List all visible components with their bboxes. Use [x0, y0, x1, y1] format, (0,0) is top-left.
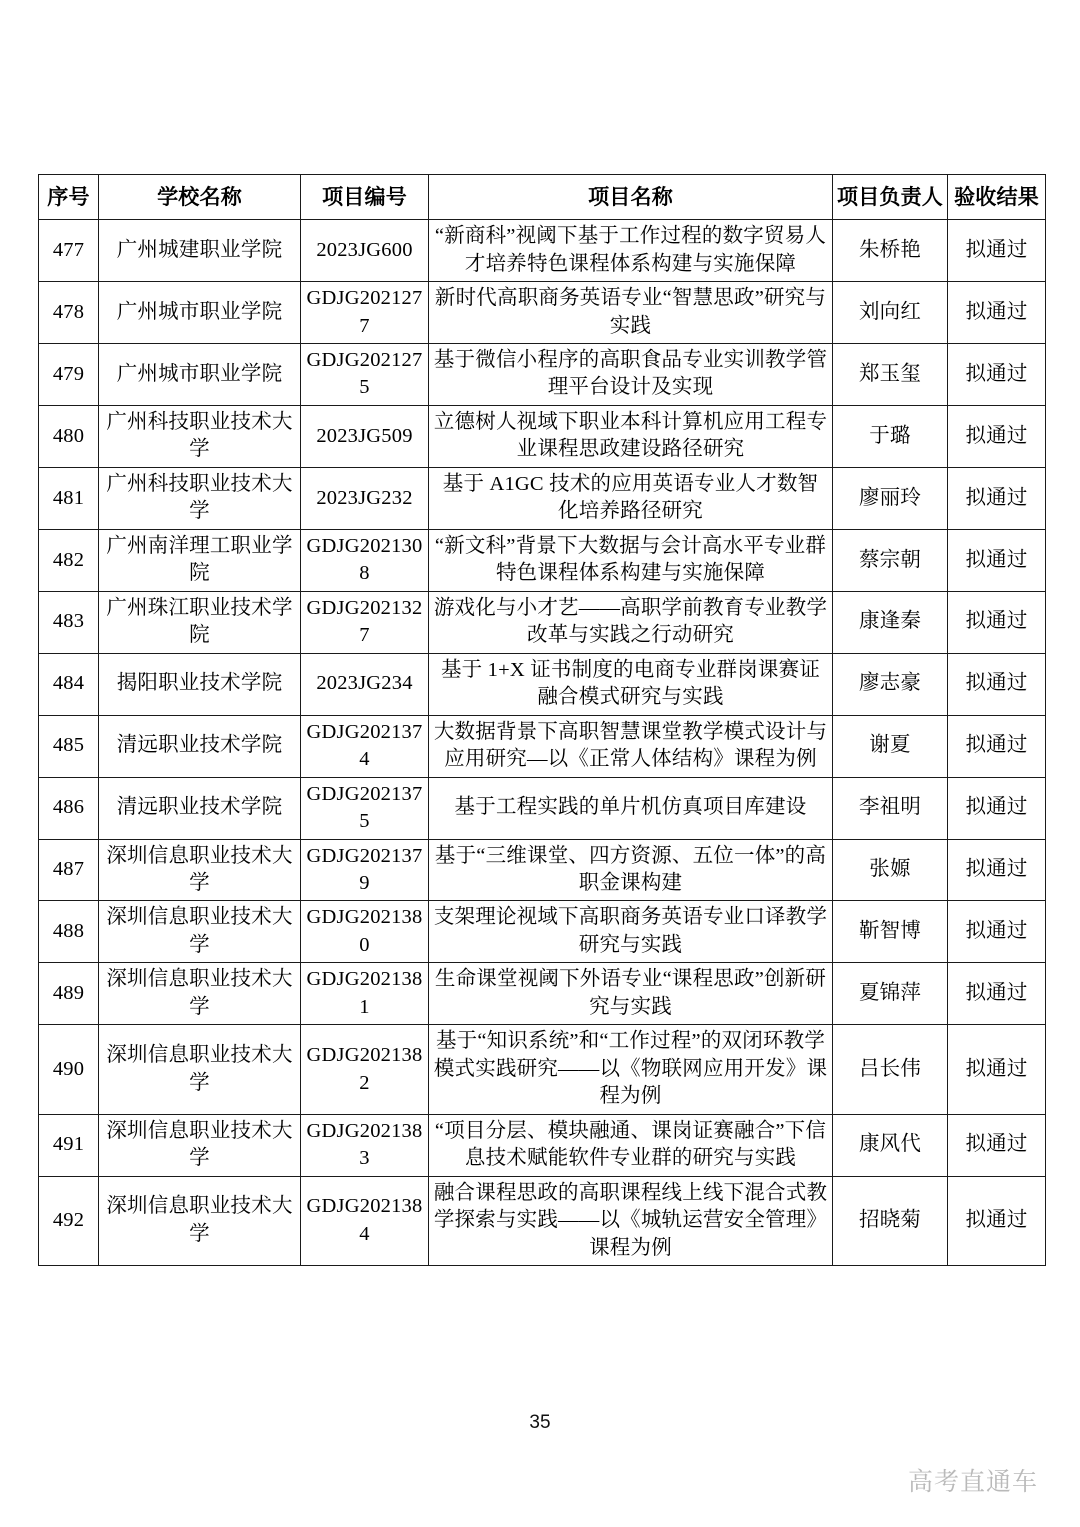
cell-result: 拟通过	[948, 405, 1046, 467]
cell-code: 2023JG600	[301, 220, 429, 282]
cell-index: 477	[39, 220, 99, 282]
column-header-code: 项目编号	[301, 175, 429, 220]
cell-leader: 廖志豪	[833, 653, 948, 715]
cell-index: 492	[39, 1176, 99, 1265]
table-row	[39, 467, 1046, 529]
cell-school: 广州城市职业学院	[99, 344, 301, 406]
cell-school: 清远职业技术学院	[99, 777, 301, 839]
cell-school: 深圳信息职业技术大学	[99, 901, 301, 963]
cell-code: GDJG2021308	[301, 529, 429, 591]
table-row	[39, 220, 1046, 282]
cell-title: 新时代高职商务英语专业“智慧思政”研究与实践	[429, 282, 833, 344]
cell-title: 立德树人视域下职业本科计算机应用工程专业课程思政建设路径研究	[429, 405, 833, 467]
cell-result: 拟通过	[948, 963, 1046, 1025]
cell-index: 483	[39, 591, 99, 653]
cell-school: 深圳信息职业技术大学	[99, 839, 301, 901]
table-row	[39, 963, 1046, 1025]
cell-result: 拟通过	[948, 1176, 1046, 1265]
column-header-result: 验收结果	[948, 175, 1046, 220]
cell-leader: 夏锦萍	[833, 963, 948, 1025]
cell-school: 深圳信息职业技术大学	[99, 1025, 301, 1114]
table-row	[39, 1114, 1046, 1176]
cell-school: 深圳信息职业技术大学	[99, 1176, 301, 1265]
cell-code: GDJG2021379	[301, 839, 429, 901]
cell-title: 基于“三维课堂、四方资源、五位一体”的高职金课构建	[429, 839, 833, 901]
cell-title: 生命课堂视阈下外语专业“课程思政”创新研究与实践	[429, 963, 833, 1025]
watermark: 高考直通车	[907, 1468, 1038, 1496]
cell-leader: 康逢秦	[833, 591, 948, 653]
page-number: 35	[529, 1412, 551, 1433]
cell-result: 拟通过	[948, 1025, 1046, 1114]
cell-leader: 靳智博	[833, 901, 948, 963]
cell-title: 基于 A1GC 技术的应用英语专业人才数智化培养路径研究	[429, 467, 833, 529]
cell-school: 广州科技职业技术大学	[99, 467, 301, 529]
cell-index: 482	[39, 529, 99, 591]
table-row	[39, 715, 1046, 777]
cell-leader: 朱桥艳	[833, 220, 948, 282]
cell-title: “新商科”视阈下基于工作过程的数字贸易人才培养特色课程体系构建与实施保障	[429, 220, 833, 282]
cell-result: 拟通过	[948, 715, 1046, 777]
cell-code: GDJG2021375	[301, 777, 429, 839]
cell-title: “项目分层、模块融通、课岗证赛融合”下信息技术赋能软件专业群的研究与实践	[429, 1114, 833, 1176]
cell-code: 2023JG232	[301, 467, 429, 529]
cell-leader: 廖丽玲	[833, 467, 948, 529]
table-row	[39, 529, 1046, 591]
cell-index: 485	[39, 715, 99, 777]
table-row	[39, 1176, 1046, 1265]
table-row	[39, 653, 1046, 715]
table-header	[39, 175, 1046, 220]
column-header-school: 学校名称	[99, 175, 301, 220]
column-header-index: 序号	[39, 175, 99, 220]
cell-school: 清远职业技术学院	[99, 715, 301, 777]
cell-result: 拟通过	[948, 653, 1046, 715]
cell-code: GDJG2021374	[301, 715, 429, 777]
cell-title: 基于“知识系统”和“工作过程”的双闭环教学模式实践研究——以《物联网应用开发》课程为例	[429, 1025, 833, 1114]
cell-index: 479	[39, 344, 99, 406]
cell-index: 491	[39, 1114, 99, 1176]
table-row	[39, 777, 1046, 839]
cell-title: 基于微信小程序的高职食品专业实训教学管理平台设计及实现	[429, 344, 833, 406]
cell-leader: 李祖明	[833, 777, 948, 839]
table-row	[39, 839, 1046, 901]
table-row	[39, 282, 1046, 344]
project-acceptance-table-container	[38, 174, 1045, 1266]
cell-school: 广州南洋理工职业学院	[99, 529, 301, 591]
cell-code: GDJG2021275	[301, 344, 429, 406]
cell-title: 融合课程思政的高职课程线上线下混合式教学探索与实践——以《城轨运营安全管理》课程为例	[429, 1176, 833, 1265]
cell-index: 481	[39, 467, 99, 529]
cell-leader: 于璐	[833, 405, 948, 467]
cell-code: 2023JG234	[301, 653, 429, 715]
cell-title: 基于 1+X 证书制度的电商专业群岗课赛证融合模式研究与实践	[429, 653, 833, 715]
cell-index: 490	[39, 1025, 99, 1114]
cell-index: 486	[39, 777, 99, 839]
cell-result: 拟通过	[948, 282, 1046, 344]
cell-school: 广州珠江职业技术学院	[99, 591, 301, 653]
table-row	[39, 344, 1046, 406]
cell-code: GDJG2021383	[301, 1114, 429, 1176]
table-row	[39, 405, 1046, 467]
cell-result: 拟通过	[948, 344, 1046, 406]
cell-school: 广州城市职业学院	[99, 282, 301, 344]
cell-code: GDJG2021382	[301, 1025, 429, 1114]
cell-code: GDJG2021277	[301, 282, 429, 344]
project-acceptance-table	[38, 174, 1046, 1266]
cell-code: 2023JG509	[301, 405, 429, 467]
cell-result: 拟通过	[948, 777, 1046, 839]
cell-leader: 刘向红	[833, 282, 948, 344]
cell-result: 拟通过	[948, 591, 1046, 653]
cell-result: 拟通过	[948, 1114, 1046, 1176]
cell-school: 广州科技职业技术大学	[99, 405, 301, 467]
cell-school: 揭阳职业技术学院	[99, 653, 301, 715]
cell-index: 484	[39, 653, 99, 715]
table-row	[39, 1025, 1046, 1114]
cell-leader: 谢夏	[833, 715, 948, 777]
cell-leader: 吕长伟	[833, 1025, 948, 1114]
column-header-leader: 项目负责人	[833, 175, 948, 220]
cell-result: 拟通过	[948, 529, 1046, 591]
cell-leader: 郑玉玺	[833, 344, 948, 406]
cell-title: 大数据背景下高职智慧课堂教学模式设计与应用研究—以《正常人体结构》课程为例	[429, 715, 833, 777]
cell-school: 深圳信息职业技术大学	[99, 963, 301, 1025]
cell-leader: 康风代	[833, 1114, 948, 1176]
cell-title: 支架理论视域下高职商务英语专业口译教学研究与实践	[429, 901, 833, 963]
table-body	[39, 220, 1046, 1266]
cell-code: GDJG2021384	[301, 1176, 429, 1265]
cell-result: 拟通过	[948, 901, 1046, 963]
cell-code: GDJG2021381	[301, 963, 429, 1025]
cell-school: 广州城建职业学院	[99, 220, 301, 282]
cell-school: 深圳信息职业技术大学	[99, 1114, 301, 1176]
cell-result: 拟通过	[948, 839, 1046, 901]
cell-leader: 蔡宗朝	[833, 529, 948, 591]
table-header-row	[39, 175, 1046, 220]
cell-leader: 张嫄	[833, 839, 948, 901]
cell-title: 基于工程实践的单片机仿真项目库建设	[429, 777, 833, 839]
cell-leader: 招晓菊	[833, 1176, 948, 1265]
cell-index: 489	[39, 963, 99, 1025]
cell-result: 拟通过	[948, 467, 1046, 529]
table-row	[39, 901, 1046, 963]
cell-code: GDJG2021327	[301, 591, 429, 653]
column-header-title: 项目名称	[429, 175, 833, 220]
cell-title: 游戏化与小才艺——高职学前教育专业教学改革与实践之行动研究	[429, 591, 833, 653]
cell-result: 拟通过	[948, 220, 1046, 282]
cell-code: GDJG2021380	[301, 901, 429, 963]
cell-title: “新文科”背景下大数据与会计高水平专业群特色课程体系构建与实施保障	[429, 529, 833, 591]
cell-index: 488	[39, 901, 99, 963]
cell-index: 478	[39, 282, 99, 344]
cell-index: 480	[39, 405, 99, 467]
cell-index: 487	[39, 839, 99, 901]
table-row	[39, 591, 1046, 653]
